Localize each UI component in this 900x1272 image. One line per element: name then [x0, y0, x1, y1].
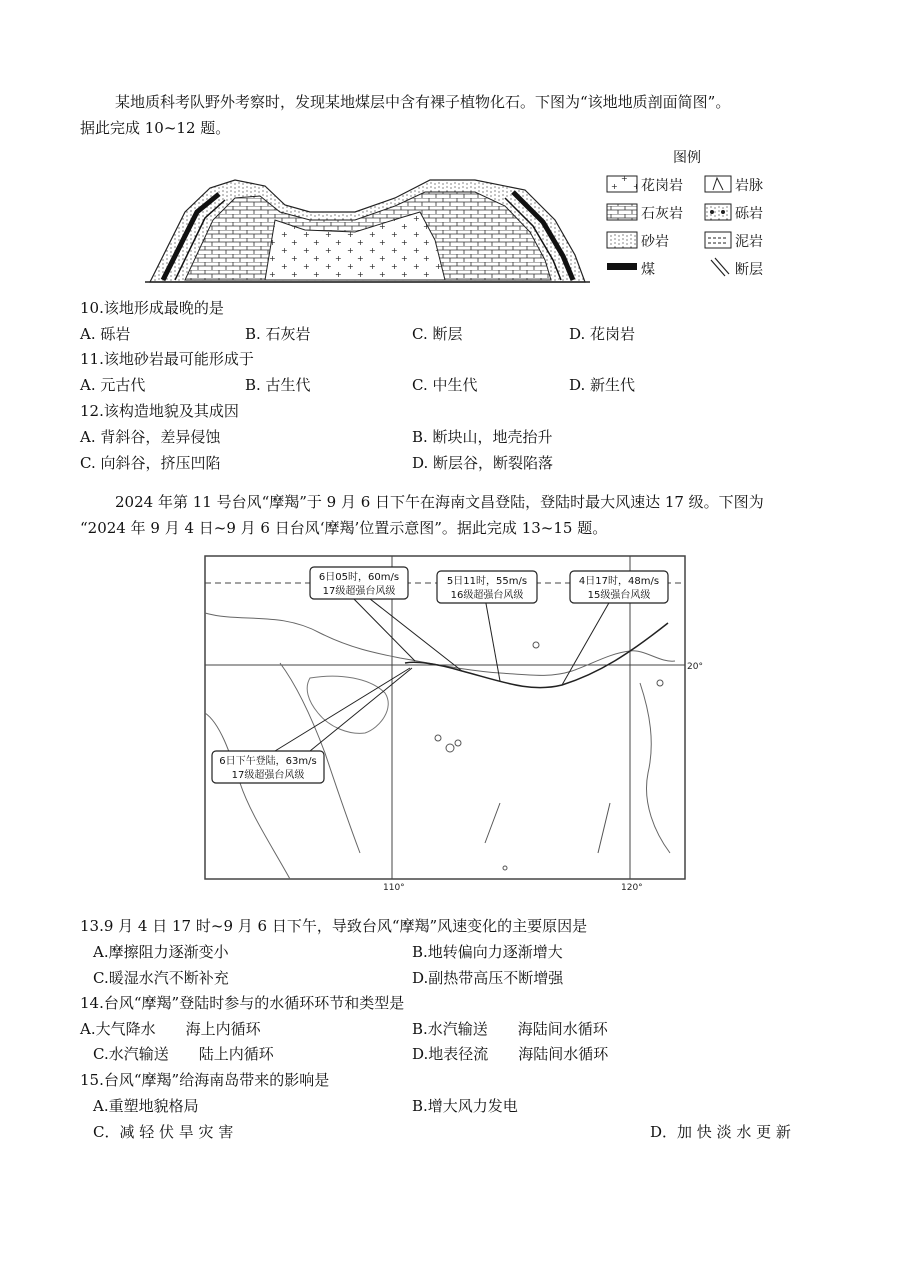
geologic-section-figure [145, 150, 785, 290]
q14-option-a[interactable]: A.大气降水 海上内循环 [80, 1020, 261, 1038]
legend-conglomerate [705, 204, 763, 222]
q10-option-c[interactable]: C. 断层 [412, 325, 463, 343]
svg-text:6日下午登陆，63m/s: 6日下午登陆，63m/s [219, 756, 317, 767]
q13-option-b[interactable]: B.地转偏向力逐渐增大 [412, 943, 563, 961]
question-15-stem: 15.台风“摩羯”给海南岛带来的影响是 [80, 1071, 330, 1089]
q13-option-c[interactable]: C.暖湿水汽不断补充 [93, 969, 229, 987]
svg-text:砂岩: 砂岩 [641, 234, 669, 250]
legend-sandstone [607, 232, 669, 250]
svg-text:泥岩: 泥岩 [735, 234, 763, 250]
q14-option-c[interactable]: C.水汽输送 陆上内循环 [93, 1045, 274, 1063]
legend-dike [705, 176, 763, 194]
question-14-stem: 14.台风“摩羯”登陆时参与的水循环环节和类型是 [80, 994, 405, 1012]
q10-option-a[interactable]: A. 砾岩 [80, 325, 131, 343]
passage2-line2: “2024 年 9 月 4 日~9 月 6 日台风‘摩羯’位置示意图”。据此完成 13~15 题。 [80, 519, 608, 537]
q10-option-b[interactable]: B. 石灰岩 [245, 325, 311, 343]
question-12-stem: 12.该构造地貌及其成因 [80, 402, 239, 420]
legend-mudstone [705, 232, 763, 250]
q11-option-d[interactable]: D. 新生代 [569, 376, 636, 394]
q15-option-c[interactable]: C．减 轻 伏 旱 灾 害 [93, 1123, 234, 1141]
lat-label-20: 20° [687, 662, 703, 672]
q15-option-d[interactable]: D．加 快 淡 水 更 新 [650, 1123, 791, 1141]
svg-text:花岗岩: 花岗岩 [641, 178, 683, 194]
svg-text:煤: 煤 [641, 262, 655, 278]
question-11-stem: 11.该地砂岩最可能形成于 [80, 350, 254, 368]
legend-granite [607, 176, 683, 194]
q11-option-b[interactable]: B. 古生代 [245, 376, 311, 394]
svg-text:17级超强台风级: 17级超强台风级 [322, 586, 396, 597]
passage1-line2: 据此完成 10~12 题。 [80, 119, 231, 137]
svg-text:岩脉: 岩脉 [735, 178, 763, 194]
passage1-line1: 某地质科考队野外考察时，发现某地煤层中含有裸子植物化石。下图为“该地地质剖面简图”。 [115, 93, 731, 111]
q14-option-d[interactable]: D.地表径流 海陆间水循环 [412, 1045, 609, 1063]
svg-text:16级超强台风级: 16级超强台风级 [450, 590, 524, 601]
svg-text:石灰岩: 石灰岩 [641, 206, 683, 222]
q11-option-a[interactable]: A. 元古代 [80, 376, 146, 394]
q13-option-a[interactable]: A.摩擦阻力逐渐变小 [93, 943, 229, 961]
svg-text:4日17时，48m/s: 4日17时，48m/s [578, 576, 660, 587]
legend-limestone [607, 204, 683, 222]
svg-text:6日05时，60m/s: 6日05时，60m/s [318, 572, 400, 583]
label-6th-05h [310, 567, 408, 599]
q12-option-d[interactable]: D. 断层谷，断裂陷落 [412, 454, 554, 472]
question-13-stem: 13.9 月 4 日 17 时~9 月 6 日下午，导致台风“摩羯”风速变化的主要原因是 [80, 917, 588, 935]
q15-option-b[interactable]: B.增大风力发电 [412, 1097, 518, 1115]
svg-text:15级强台风级: 15级强台风级 [587, 590, 651, 601]
q12-option-a[interactable]: A. 背斜谷，差异侵蚀 [80, 428, 221, 446]
q12-option-b[interactable]: B. 断块山，地壳抬升 [412, 428, 553, 446]
svg-text:17级超强台风级: 17级超强台风级 [231, 770, 305, 781]
svg-text:5日11时，55m/s: 5日11时，55m/s [446, 576, 528, 587]
q13-option-d[interactable]: D.副热带高压不断增强 [412, 969, 564, 987]
legend-fault [711, 258, 763, 278]
q12-option-c[interactable]: C. 向斜谷，挤压凹陷 [80, 454, 221, 472]
label-5th-11h [437, 571, 537, 603]
label-6th-landfall [212, 751, 324, 783]
typhoon-track-map [200, 553, 703, 893]
lon-label-110: 110° [383, 883, 405, 893]
svg-text:断层: 断层 [735, 262, 763, 278]
q15-option-a[interactable]: A.重塑地貌格局 [93, 1097, 199, 1115]
label-4th-17h [570, 571, 668, 603]
svg-text:砾岩: 砾岩 [735, 206, 763, 222]
passage2-line1: 2024 年第 11 号台风“摩羯”于 9 月 6 日下午在海南文昌登陆，登陆时最大风速达 17 级。下图为 [115, 493, 764, 511]
q14-option-b[interactable]: B.水汽输送 海陆间水循环 [412, 1020, 608, 1038]
q10-option-d[interactable]: D. 花岗岩 [569, 325, 636, 343]
legend-coal [607, 261, 655, 278]
legend-title: 图例 [673, 150, 701, 166]
question-10-stem: 10.该地形成最晚的是 [80, 299, 224, 317]
lon-label-120: 120° [621, 883, 643, 893]
q11-option-c[interactable]: C. 中生代 [412, 376, 478, 394]
